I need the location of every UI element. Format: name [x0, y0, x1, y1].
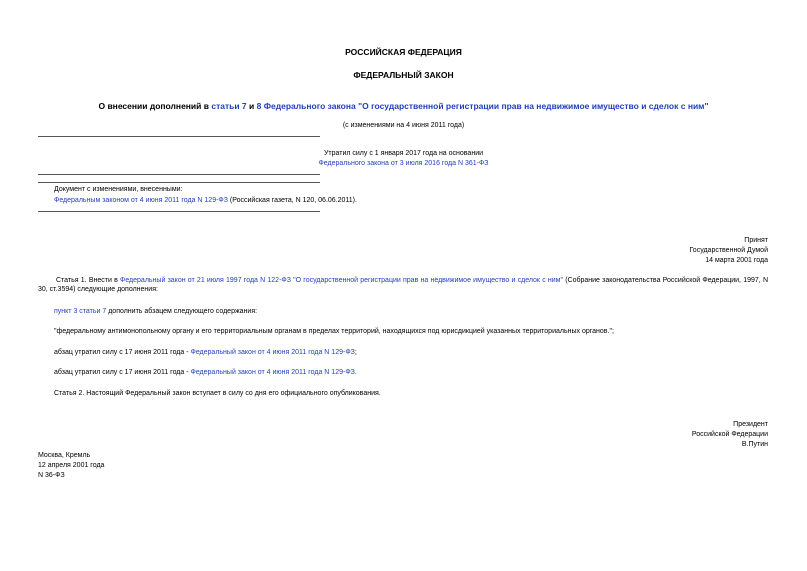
repealed1-law-link[interactable]: Федеральный закон от 4 июня 2011 года N 129-ФЗ — [190, 349, 355, 356]
divider-bottom — [38, 211, 320, 212]
law-title-prefix: О внесении дополнений в — [98, 101, 212, 111]
law-title-and: и — [246, 101, 257, 111]
place-city: Москва, Кремль — [38, 452, 91, 459]
repealed2-law-link[interactable]: Федеральный закон от 4 июня 2011 года N 129-ФЗ — [190, 369, 355, 376]
law-title-link-article8[interactable]: 8 Федерального закона "О государственной регистрации прав на недвижимое имущество и сделок с ним" — [256, 101, 709, 111]
divider-mid2 — [38, 182, 320, 183]
repealed1-text: абзац утратил силу с 17 июня 2011 года - — [54, 349, 191, 356]
changes-line — [54, 196, 357, 205]
adoption-line1: Принят — [744, 237, 768, 244]
signature-title: Президент — [733, 421, 768, 428]
signature-office: Российской Федерации — [691, 431, 768, 438]
divider-mid1 — [38, 174, 320, 175]
invalidation-line1: Утратил силу с 1 января 2017 года на основании — [323, 150, 484, 157]
item1-paragraph — [54, 307, 257, 316]
law-type-heading: ФЕДЕРАЛЬНЫЙ ЗАКОН — [353, 70, 454, 80]
divider-top — [38, 136, 320, 137]
article2-paragraph: Статья 2. Настоящий Федеральный закон вступает в силу со дня его официального опубликования. — [54, 390, 381, 397]
item1-text: дополнить абзацем следующего содержания: — [106, 308, 258, 315]
law-title — [0, 101, 807, 111]
repealed1-end: ; — [354, 349, 357, 356]
law-title-link-article7[interactable]: статьи 7 — [211, 101, 247, 111]
article1-law-link[interactable]: Федеральный закон от 21 июля 1997 года N 122-ФЗ "О государственной регистрации прав на недвижимое имущество и сделок с ним" — [120, 277, 563, 284]
article1-paragraph — [38, 276, 768, 294]
article1-prefix: Статья 1. Внести в — [56, 277, 120, 284]
federation-heading: РОССИЙСКАЯ ФЕДЕРАЦИЯ — [345, 47, 462, 57]
invalidation-law-link[interactable]: Федерального закона от 3 июля 2016 года N 361-ФЗ — [318, 160, 489, 167]
quote-paragraph: "федеральному антимонопольному органу и его территориальным органам в пределах территорий, находящихся под юрисдикцией указанных территориальных органов."; — [54, 328, 614, 335]
repealed2-paragraph — [54, 368, 357, 377]
article1-suffix: (Собрание законодательства Российской Федерации, 1997, N 30, ст.3594) следующие дополнения: — [38, 277, 768, 293]
place-date: 12 апреля 2001 года — [38, 462, 105, 469]
adoption-line2: Государственной Думой — [689, 247, 768, 254]
repealed2-end: . — [354, 369, 357, 376]
adoption-date: 14 марта 2001 года — [705, 257, 768, 264]
changes-law-link[interactable]: Федеральным законом от 4 июня 2011 года N 129-ФЗ — [54, 197, 228, 204]
changes-intro: Документ с изменениями, внесенными: — [54, 186, 183, 193]
changes-suffix: (Российская газета, N 120, 06.06.2011). — [227, 197, 357, 204]
law-number: N 36-ФЗ — [38, 472, 65, 479]
signature-name: В.Путин — [741, 441, 768, 448]
amendments-note: (с изменениями на 4 июня 2011 года) — [342, 122, 465, 129]
repealed1-paragraph — [54, 348, 357, 357]
item1-link[interactable]: пункт 3 статьи 7 — [54, 308, 107, 315]
repealed2-text: абзац утратил силу с 17 июня 2011 года - — [54, 369, 191, 376]
